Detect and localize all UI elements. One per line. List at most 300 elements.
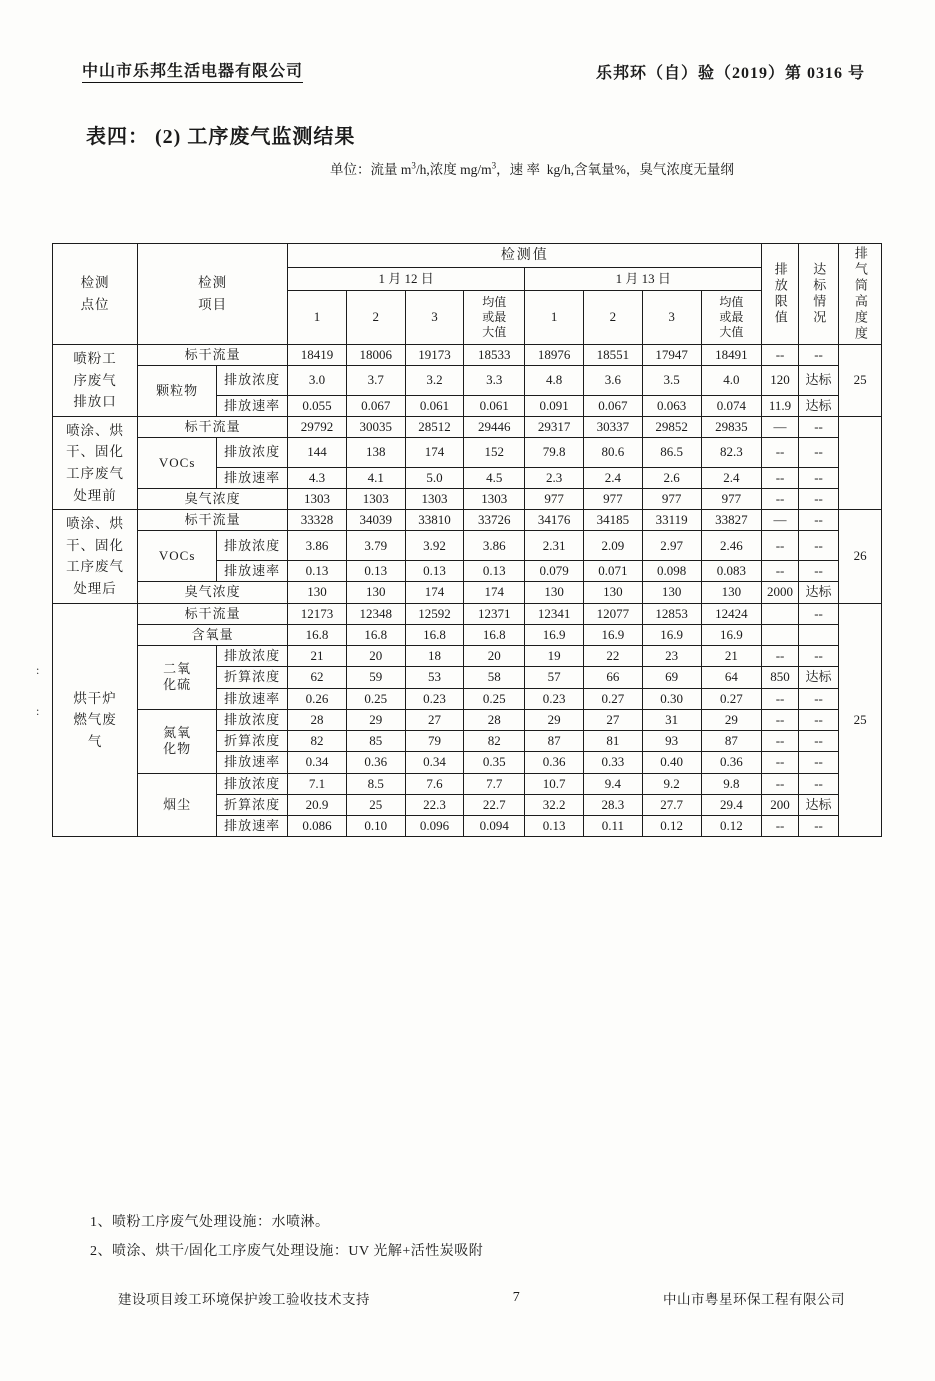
cell-value-1: 85 [346, 731, 405, 752]
table-row [53, 624, 882, 645]
cell-value-6: 29852 [642, 416, 701, 437]
cell-value-7: 33827 [701, 510, 762, 531]
header-d2-avg: 均值 或最 大值 [701, 291, 762, 345]
header-limit: 排放限值 [762, 244, 798, 345]
cell-value-4: 0.079 [525, 561, 584, 582]
cell-value-4: 87 [525, 731, 584, 752]
cell-value-1: 0.10 [346, 816, 405, 837]
page-header [82, 58, 865, 83]
table-row [53, 773, 882, 794]
cell-value-6: 69 [642, 667, 701, 688]
cell-status: -- [798, 510, 839, 531]
row-subitem: 标干流量 [138, 345, 288, 366]
cell-value-0: 144 [288, 438, 347, 468]
note-1: 1、喷粉工序废气处理设施：水喷淋。 [90, 1215, 330, 1230]
cell-value-0: 0.26 [288, 688, 347, 709]
cell-value-3: 82 [464, 731, 525, 752]
cell-value-0: 4.3 [288, 467, 347, 488]
cell-limit: -- [762, 345, 798, 366]
cell-limit: -- [762, 561, 798, 582]
cell-value-1: 130 [346, 582, 405, 603]
cell-value-1: 4.1 [346, 467, 405, 488]
table-row [53, 438, 882, 468]
cell-value-1: 0.25 [346, 688, 405, 709]
cell-value-5: 0.071 [583, 561, 642, 582]
cell-value-0: 33328 [288, 510, 347, 531]
cell-value-3: 16.8 [464, 624, 525, 645]
cell-value-0: 3.0 [288, 366, 347, 395]
note-2: 2、喷涂、烘干/固化工序废气处理设施：UV 光解+活性炭吸附 [90, 1244, 484, 1260]
cell-value-3: 12371 [464, 603, 525, 624]
row-subitem: 标干流量 [138, 416, 288, 437]
cell-value-5: 81 [583, 731, 642, 752]
cell-status: -- [798, 467, 839, 488]
table-header-row-1 [53, 244, 882, 268]
cell-value-2: 0.34 [405, 752, 464, 773]
header-point: 检测 点位 [53, 244, 138, 345]
cell-value-1: 30035 [346, 416, 405, 437]
cell-value-6: 0.12 [642, 816, 701, 837]
header-d2-3: 3 [642, 291, 701, 345]
cell-value-0: 16.8 [288, 624, 347, 645]
cell-value-6: 93 [642, 731, 701, 752]
cell-limit [762, 603, 798, 624]
cell-value-7: 977 [701, 488, 762, 509]
table-row [53, 646, 882, 667]
cell-value-5: 2.4 [583, 467, 642, 488]
row-subitem: 折算浓度 [217, 667, 288, 688]
cell-status: -- [798, 438, 839, 468]
row-item: 二氧 化硫 [138, 646, 217, 710]
cell-value-6: 3.5 [642, 366, 701, 395]
cell-value-0: 18419 [288, 345, 347, 366]
cell-value-4: 130 [525, 582, 584, 603]
cell-value-7: 130 [701, 582, 762, 603]
cell-value-3: 0.094 [464, 816, 525, 837]
cell-value-6: 0.063 [642, 395, 701, 416]
cell-value-0: 0.055 [288, 395, 347, 416]
cell-value-7: 21 [701, 646, 762, 667]
cell-value-1: 29 [346, 709, 405, 730]
cell-value-6: 16.9 [642, 624, 701, 645]
table-row [53, 582, 882, 603]
cell-height: 26 [839, 510, 882, 603]
cell-limit: -- [762, 438, 798, 468]
cell-status: 达标 [798, 366, 839, 395]
cell-value-6: 33119 [642, 510, 701, 531]
cell-value-3: 0.13 [464, 561, 525, 582]
cell-value-2: 12592 [405, 603, 464, 624]
cell-value-1: 0.067 [346, 395, 405, 416]
cell-value-4: 2.31 [525, 531, 584, 561]
row-subitem: 排放浓度 [217, 709, 288, 730]
cell-value-7: 0.27 [701, 688, 762, 709]
cell-limit: — [762, 510, 798, 531]
row-subitem: 排放速率 [217, 561, 288, 582]
table-row [53, 416, 882, 437]
cell-limit: -- [762, 752, 798, 773]
cell-value-2: 22.3 [405, 794, 464, 815]
cell-limit: -- [762, 731, 798, 752]
cell-value-5: 0.11 [583, 816, 642, 837]
cell-value-2: 174 [405, 582, 464, 603]
cell-value-0: 7.1 [288, 773, 347, 794]
row-item: 烟尘 [138, 773, 217, 837]
cell-value-1: 16.8 [346, 624, 405, 645]
row-point-3: 烘干炉 燃气废 气 [53, 603, 138, 837]
cell-value-4: 34176 [525, 510, 584, 531]
cell-value-0: 82 [288, 731, 347, 752]
cell-value-4: 0.091 [525, 395, 584, 416]
cell-value-1: 18006 [346, 345, 405, 366]
row-point-0: 喷粉工 序废气 排放口 [53, 345, 138, 417]
cell-value-3: 0.061 [464, 395, 525, 416]
row-item: 氮氧 化物 [138, 709, 217, 773]
cell-value-3: 0.35 [464, 752, 525, 773]
cell-value-1: 138 [346, 438, 405, 468]
cell-value-2: 33810 [405, 510, 464, 531]
margin-marks: : : [36, 663, 40, 718]
row-subitem: 排放速率 [217, 752, 288, 773]
row-subitem: 排放速率 [217, 816, 288, 837]
cell-value-2: 1303 [405, 488, 464, 509]
cell-value-2: 0.061 [405, 395, 464, 416]
cell-value-2: 3.92 [405, 531, 464, 561]
cell-value-7: 2.46 [701, 531, 762, 561]
cell-value-1: 20 [346, 646, 405, 667]
header-height: 排气筒高度度 [839, 244, 882, 345]
cell-value-4: 57 [525, 667, 584, 688]
table-row [53, 345, 882, 366]
cell-value-0: 20.9 [288, 794, 347, 815]
cell-value-5: 18551 [583, 345, 642, 366]
cell-value-0: 21 [288, 646, 347, 667]
cell-status: 达标 [798, 667, 839, 688]
cell-value-5: 130 [583, 582, 642, 603]
cell-limit [762, 624, 798, 645]
table-row [53, 488, 882, 509]
cell-height: 25 [839, 603, 882, 837]
cell-value-4: 10.7 [525, 773, 584, 794]
row-subitem: 排放浓度 [217, 366, 288, 395]
page-footer [118, 1288, 845, 1308]
cell-limit: -- [762, 709, 798, 730]
cell-limit: -- [762, 646, 798, 667]
row-subitem: 含氧量 [138, 624, 288, 645]
cell-value-7: 64 [701, 667, 762, 688]
row-point-1: 喷涂、烘 干、固化 工序废气 处理前 [53, 416, 138, 509]
row-subitem: 标干流量 [138, 603, 288, 624]
notes-block [90, 1208, 483, 1267]
cell-value-3: 4.5 [464, 467, 525, 488]
cell-value-5: 0.27 [583, 688, 642, 709]
cell-value-7: 0.36 [701, 752, 762, 773]
cell-value-5: 34185 [583, 510, 642, 531]
cell-value-4: 19 [525, 646, 584, 667]
cell-value-6: 0.40 [642, 752, 701, 773]
cell-value-2: 7.6 [405, 773, 464, 794]
table-row [53, 709, 882, 730]
cell-value-4: 0.13 [525, 816, 584, 837]
cell-value-5: 12077 [583, 603, 642, 624]
header-measured: 检测值 [288, 244, 762, 268]
cell-value-3: 3.3 [464, 366, 525, 395]
header-item: 检测 项目 [138, 244, 288, 345]
cell-value-1: 3.7 [346, 366, 405, 395]
cell-status: -- [798, 646, 839, 667]
row-subitem: 排放速率 [217, 395, 288, 416]
cell-value-0: 0.13 [288, 561, 347, 582]
cell-limit: -- [762, 531, 798, 561]
cell-value-3: 174 [464, 582, 525, 603]
table-row [53, 603, 882, 624]
cell-value-0: 62 [288, 667, 347, 688]
row-item: 颗粒物 [138, 366, 217, 417]
table-row [53, 510, 882, 531]
cell-value-7: 9.8 [701, 773, 762, 794]
row-item: VOCs [138, 531, 217, 582]
cell-value-4: 16.9 [525, 624, 584, 645]
cell-value-2: 18 [405, 646, 464, 667]
header-d1-2: 2 [346, 291, 405, 345]
cell-value-6: 130 [642, 582, 701, 603]
header-day2: 1 月 13 日 [525, 268, 762, 291]
cell-value-7: 29835 [701, 416, 762, 437]
cell-value-0: 0.086 [288, 816, 347, 837]
cell-value-7: 18491 [701, 345, 762, 366]
cell-value-5: 27 [583, 709, 642, 730]
cell-value-7: 29.4 [701, 794, 762, 815]
cell-value-4: 977 [525, 488, 584, 509]
header-status: 达标情况 [798, 244, 839, 345]
cell-value-2: 28512 [405, 416, 464, 437]
cell-value-6: 9.2 [642, 773, 701, 794]
cell-limit: -- [762, 816, 798, 837]
row-subitem: 折算浓度 [217, 794, 288, 815]
cell-value-3: 152 [464, 438, 525, 468]
cell-value-5: 66 [583, 667, 642, 688]
cell-status: -- [798, 416, 839, 437]
cell-status: 达标 [798, 582, 839, 603]
row-subitem: 排放浓度 [217, 773, 288, 794]
cell-value-0: 0.34 [288, 752, 347, 773]
cell-value-4: 2.3 [525, 467, 584, 488]
cell-status: 达标 [798, 395, 839, 416]
cell-value-1: 3.79 [346, 531, 405, 561]
cell-value-6: 86.5 [642, 438, 701, 468]
cell-value-1: 0.36 [346, 752, 405, 773]
cell-value-1: 12348 [346, 603, 405, 624]
cell-status: -- [798, 731, 839, 752]
cell-value-0: 28 [288, 709, 347, 730]
cell-value-4: 29 [525, 709, 584, 730]
cell-value-5: 80.6 [583, 438, 642, 468]
cell-limit: -- [762, 688, 798, 709]
cell-value-2: 79 [405, 731, 464, 752]
row-subitem: 排放浓度 [217, 438, 288, 468]
cell-value-3: 28 [464, 709, 525, 730]
cell-value-2: 0.23 [405, 688, 464, 709]
cell-status: -- [798, 603, 839, 624]
cell-height: 25 [839, 345, 882, 417]
table-row [53, 366, 882, 395]
cell-value-7: 82.3 [701, 438, 762, 468]
cell-value-5: 0.33 [583, 752, 642, 773]
cell-value-6: 2.97 [642, 531, 701, 561]
cell-status: -- [798, 816, 839, 837]
cell-value-3: 29446 [464, 416, 525, 437]
cell-value-2: 53 [405, 667, 464, 688]
cell-value-7: 2.4 [701, 467, 762, 488]
cell-value-5: 30337 [583, 416, 642, 437]
cell-value-4: 12341 [525, 603, 584, 624]
cell-value-2: 3.2 [405, 366, 464, 395]
table-row [53, 531, 882, 561]
cell-status [798, 624, 839, 645]
row-subitem: 排放速率 [217, 467, 288, 488]
cell-limit: 200 [762, 794, 798, 815]
cell-limit: 11.9 [762, 395, 798, 416]
cell-value-1: 59 [346, 667, 405, 688]
header-d1-3: 3 [405, 291, 464, 345]
cell-value-7: 0.083 [701, 561, 762, 582]
footer-left: 建设项目竣工环境保护竣工验收技术支持 [118, 1292, 370, 1307]
cell-value-6: 0.30 [642, 688, 701, 709]
cell-value-4: 0.23 [525, 688, 584, 709]
cell-status: -- [798, 688, 839, 709]
cell-value-1: 25 [346, 794, 405, 815]
cell-value-6: 12853 [642, 603, 701, 624]
cell-value-1: 8.5 [346, 773, 405, 794]
cell-value-1: 0.13 [346, 561, 405, 582]
cell-value-2: 5.0 [405, 467, 464, 488]
cell-value-4: 79.8 [525, 438, 584, 468]
cell-value-4: 29317 [525, 416, 584, 437]
cell-value-7: 4.0 [701, 366, 762, 395]
cell-value-6: 0.098 [642, 561, 701, 582]
page-number: 7 [512, 1290, 521, 1305]
cell-value-6: 17947 [642, 345, 701, 366]
row-subitem: 排放速率 [217, 688, 288, 709]
header-d2-1: 1 [525, 291, 584, 345]
cell-value-3: 7.7 [464, 773, 525, 794]
cell-value-0: 12173 [288, 603, 347, 624]
cell-value-0: 1303 [288, 488, 347, 509]
cell-limit: 850 [762, 667, 798, 688]
header-doc-number: 乐邦环（自）验（2019）第 0316 号 [595, 65, 865, 82]
cell-value-3: 22.7 [464, 794, 525, 815]
cell-value-3: 1303 [464, 488, 525, 509]
header-company: 中山市乐邦生活电器有限公司 [82, 58, 303, 83]
row-item: VOCs [138, 438, 217, 489]
cell-value-5: 16.9 [583, 624, 642, 645]
cell-value-5: 28.3 [583, 794, 642, 815]
cell-value-5: 2.09 [583, 531, 642, 561]
row-subitem: 臭气浓度 [138, 582, 288, 603]
cell-status: 达标 [798, 794, 839, 815]
cell-limit: 120 [762, 366, 798, 395]
cell-value-7: 87 [701, 731, 762, 752]
cell-value-2: 19173 [405, 345, 464, 366]
cell-value-1: 1303 [346, 488, 405, 509]
cell-value-5: 977 [583, 488, 642, 509]
footer-right: 中山市粤星环保工程有限公司 [663, 1292, 845, 1307]
header-day1: 1 月 12 日 [288, 268, 525, 291]
unit-note: 单位：流量 $m^3/h$,浓度 $mg/m^3$，速 率 kg/h,含氧量%，臭气浓度无量纲 [330, 160, 734, 177]
row-subitem: 臭气浓度 [138, 488, 288, 509]
cell-status: -- [798, 345, 839, 366]
cell-value-7: 29 [701, 709, 762, 730]
cell-limit: 2000 [762, 582, 798, 603]
cell-status: -- [798, 488, 839, 509]
cell-value-7: 0.12 [701, 816, 762, 837]
cell-status: -- [798, 773, 839, 794]
header-d1-1: 1 [288, 291, 347, 345]
cell-value-3: 18533 [464, 345, 525, 366]
cell-value-7: 12424 [701, 603, 762, 624]
cell-value-3: 3.86 [464, 531, 525, 561]
cell-value-0: 3.86 [288, 531, 347, 561]
cell-value-5: 9.4 [583, 773, 642, 794]
cell-value-4: 0.36 [525, 752, 584, 773]
cell-value-5: 22 [583, 646, 642, 667]
cell-value-7: 16.9 [701, 624, 762, 645]
cell-value-4: 18976 [525, 345, 584, 366]
cell-value-6: 2.6 [642, 467, 701, 488]
monitoring-results-table [52, 243, 882, 837]
cell-value-2: 0.13 [405, 561, 464, 582]
cell-limit: -- [762, 773, 798, 794]
cell-value-3: 58 [464, 667, 525, 688]
cell-value-5: 0.067 [583, 395, 642, 416]
cell-value-5: 3.6 [583, 366, 642, 395]
header-d1-avg: 均值 或最 大值 [464, 291, 525, 345]
row-subitem: 排放浓度 [217, 646, 288, 667]
row-subitem: 排放浓度 [217, 531, 288, 561]
cell-value-4: 32.2 [525, 794, 584, 815]
cell-limit: -- [762, 488, 798, 509]
row-subitem: 标干流量 [138, 510, 288, 531]
cell-value-7: 0.074 [701, 395, 762, 416]
cell-value-6: 23 [642, 646, 701, 667]
cell-value-0: 29792 [288, 416, 347, 437]
cell-value-2: 0.096 [405, 816, 464, 837]
cell-limit: -- [762, 467, 798, 488]
cell-value-2: 174 [405, 438, 464, 468]
cell-value-2: 27 [405, 709, 464, 730]
cell-value-3: 33726 [464, 510, 525, 531]
cell-status: -- [798, 561, 839, 582]
cell-value-0: 130 [288, 582, 347, 603]
cell-status: -- [798, 752, 839, 773]
header-d2-2: 2 [583, 291, 642, 345]
cell-value-3: 0.25 [464, 688, 525, 709]
cell-value-4: 4.8 [525, 366, 584, 395]
cell-height [839, 416, 882, 509]
cell-value-6: 27.7 [642, 794, 701, 815]
cell-value-3: 20 [464, 646, 525, 667]
cell-limit: — [762, 416, 798, 437]
row-subitem: 折算浓度 [217, 731, 288, 752]
cell-value-1: 34039 [346, 510, 405, 531]
row-point-2: 喷涂、烘 干、固化 工序废气 处理后 [53, 510, 138, 603]
cell-value-6: 977 [642, 488, 701, 509]
cell-value-6: 31 [642, 709, 701, 730]
page-title: 表四： (2) 工序废气监测结果 [86, 126, 356, 148]
cell-status: -- [798, 531, 839, 561]
cell-status: -- [798, 709, 839, 730]
cell-value-2: 16.8 [405, 624, 464, 645]
